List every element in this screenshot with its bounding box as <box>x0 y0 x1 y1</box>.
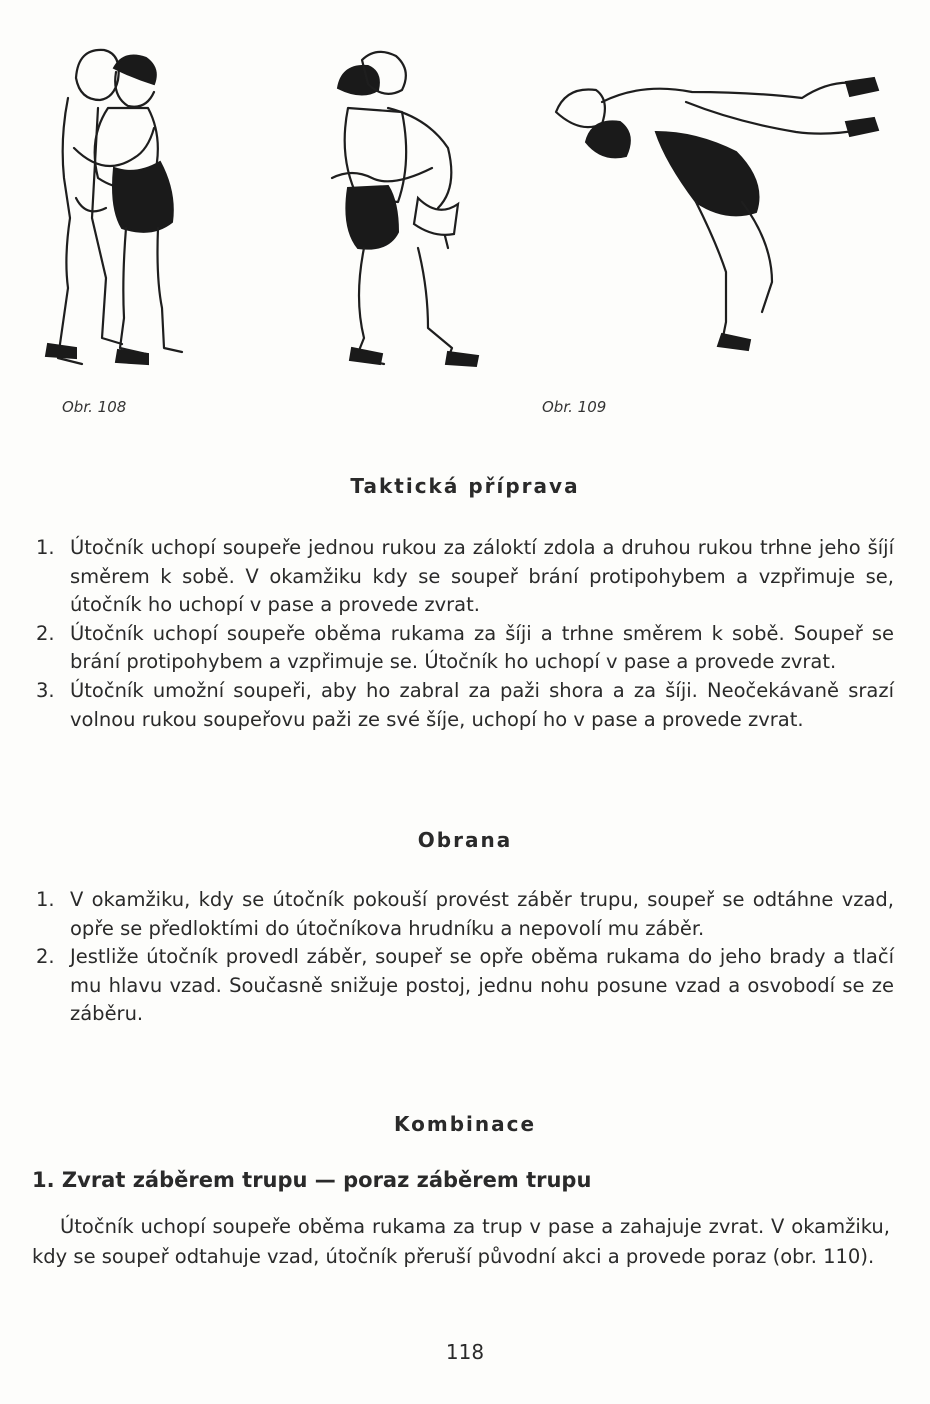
figure-caption-108: Obr. 108 <box>62 398 127 416</box>
list-item: 1. V okamžiku, kdy se útočník pokouší provést záběr trupu, soupeř se odtáhne vzad, opře se předloktími do útočníkova hrudníku a nepovolí mu záběr. <box>36 888 894 940</box>
list-item: 2. Jestliže útočník provedl záběr, soupeř se opře oběma rukama do jeho brady a tlačí mu hlavu vzad. Současně snižuje postoj, jednu nohu posune vzad a osvobodí se ze záběru. <box>36 945 894 1026</box>
tactical-list <box>30 534 894 734</box>
figure-caption-109: Obr. 109 <box>542 398 607 416</box>
wrestlers-throw-illustration <box>546 62 886 362</box>
defense-list <box>30 886 894 1029</box>
section-title-defense: Obrana <box>417 828 513 852</box>
list-item: 3. Útočník umožní soupeři, aby ho zabral za paži shora a za šíji. Neočekávaně srazí volnou rukou soupeřovu paži ze své šíje, uchopí ho v pase a provede zvrat. <box>36 678 894 731</box>
page-number: 118 <box>445 1340 485 1364</box>
list-item: 2. Útočník uchopí soupeře oběma rukama za šíji a trhne směrem k sobě. Soupeř se brání protipohybem a vzpřimuje se. Útočník ho uchopí v pase a provede zvrat. <box>36 621 894 674</box>
section-title-combination: Kombinace <box>393 1112 537 1136</box>
list-item: 1. Útočník uchopí soupeře jednou rukou za záloktí zdola a druhou rukou trhne jeho šíjí směrem k sobě. V okamžiku kdy se soupeř brání protipohybem a vzpřimuje se, útočník ho uchopí v pase a provede zvrat. <box>36 536 894 617</box>
section-title-tactical: Taktická příprava <box>350 474 580 498</box>
combination-subtitle: 1. Zvrat záběrem trupu — poraz záběrem trupu <box>32 1168 592 1192</box>
combination-paragraph: Útočník uchopí soupeře oběma rukama za trup v pase a zahajuje zvrat. V okamžiku, kdy se soupeř odtahuje vzad, útočník přeruší původní akci a provede poraz (obr. 110). <box>32 1215 890 1268</box>
wrestlers-waist-lock-illustration <box>38 38 188 378</box>
wrestlers-clinch-illustration <box>318 48 508 378</box>
